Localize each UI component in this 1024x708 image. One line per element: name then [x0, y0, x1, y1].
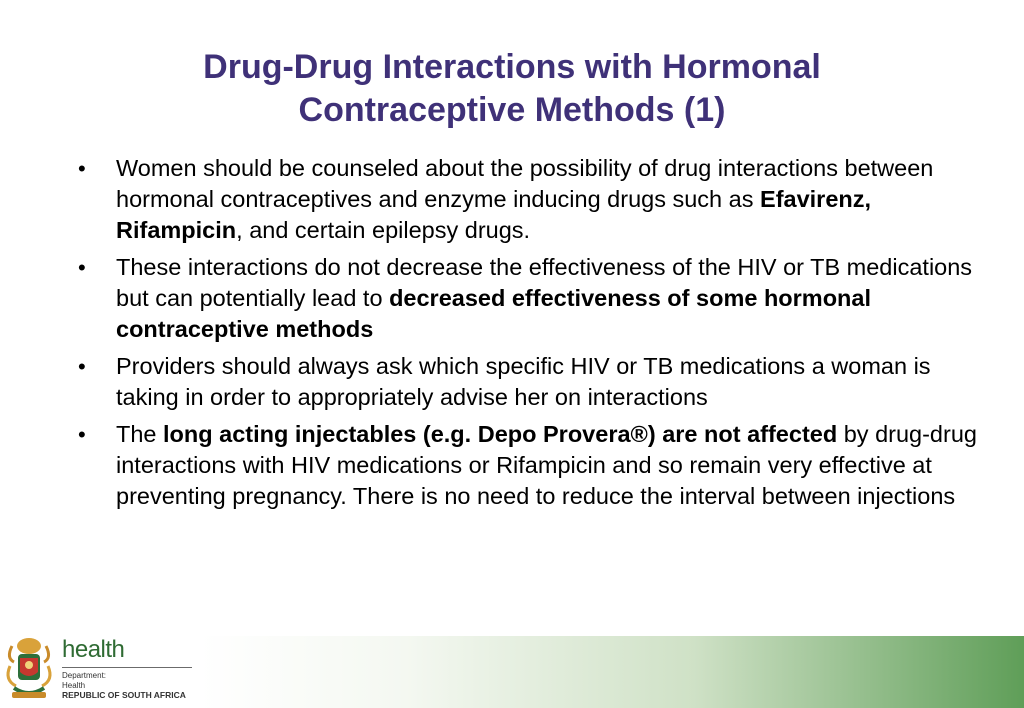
- slide-title-line-2: Contraceptive Methods (1): [298, 91, 726, 129]
- logo-country-label: REPUBLIC OF SOUTH AFRICA: [62, 690, 186, 700]
- bullet-marker: •: [78, 156, 86, 181]
- slide-title-line-1: Drug-Drug Interactions with Hormonal: [203, 48, 821, 86]
- logo-health-label: Health: [62, 681, 86, 690]
- coat-of-arms-icon: [2, 632, 56, 704]
- logo-divider: [62, 667, 192, 668]
- bullet-list: [78, 153, 998, 518]
- slide-title: [90, 46, 934, 132]
- bullet-text: The: [116, 421, 164, 447]
- bullet-item: [78, 153, 998, 246]
- footer-gradient-band: [200, 636, 1024, 708]
- logo-department-label: Department:: [62, 671, 107, 680]
- bullet-text: Providers should always ask which specific HIV or TB medications a woman is taking in order to appropriately advise her on interactions: [116, 353, 931, 410]
- bullet-marker: •: [78, 422, 86, 447]
- bullet-marker: •: [78, 354, 86, 379]
- bullet-text: Women should be counseled about the possibility of drug interactions between hormonal contraceptives and enzyme inducing drugs such as: [116, 155, 934, 212]
- bullet-text-bold: decreased effectiveness of some hormonal contraceptive methods: [116, 285, 871, 342]
- department-of-health-logo: [0, 630, 200, 708]
- bullet-text: These interactions do not decrease the effectiveness of the HIV or TB medications but can potentially lead to: [116, 254, 973, 311]
- bullet-text-bold: long acting injectables (e.g. Depo Provera®) are not affected: [163, 421, 838, 447]
- bullet-text: , and certain epilepsy drugs.: [236, 217, 531, 243]
- bullet-item: [78, 419, 998, 512]
- bullet-item: [78, 351, 998, 413]
- logo-health-wordmark: health: [62, 636, 125, 663]
- bullet-marker: •: [78, 255, 86, 280]
- bullet-text-bold: Efavirenz, Rifampicin: [116, 186, 872, 243]
- bullet-text: by drug-drug interactions with HIV medications or Rifampicin and so remain very effective at preventing pregnancy. There is no need to reduce the interval between injections: [116, 421, 977, 509]
- bullet-item: [78, 252, 998, 345]
